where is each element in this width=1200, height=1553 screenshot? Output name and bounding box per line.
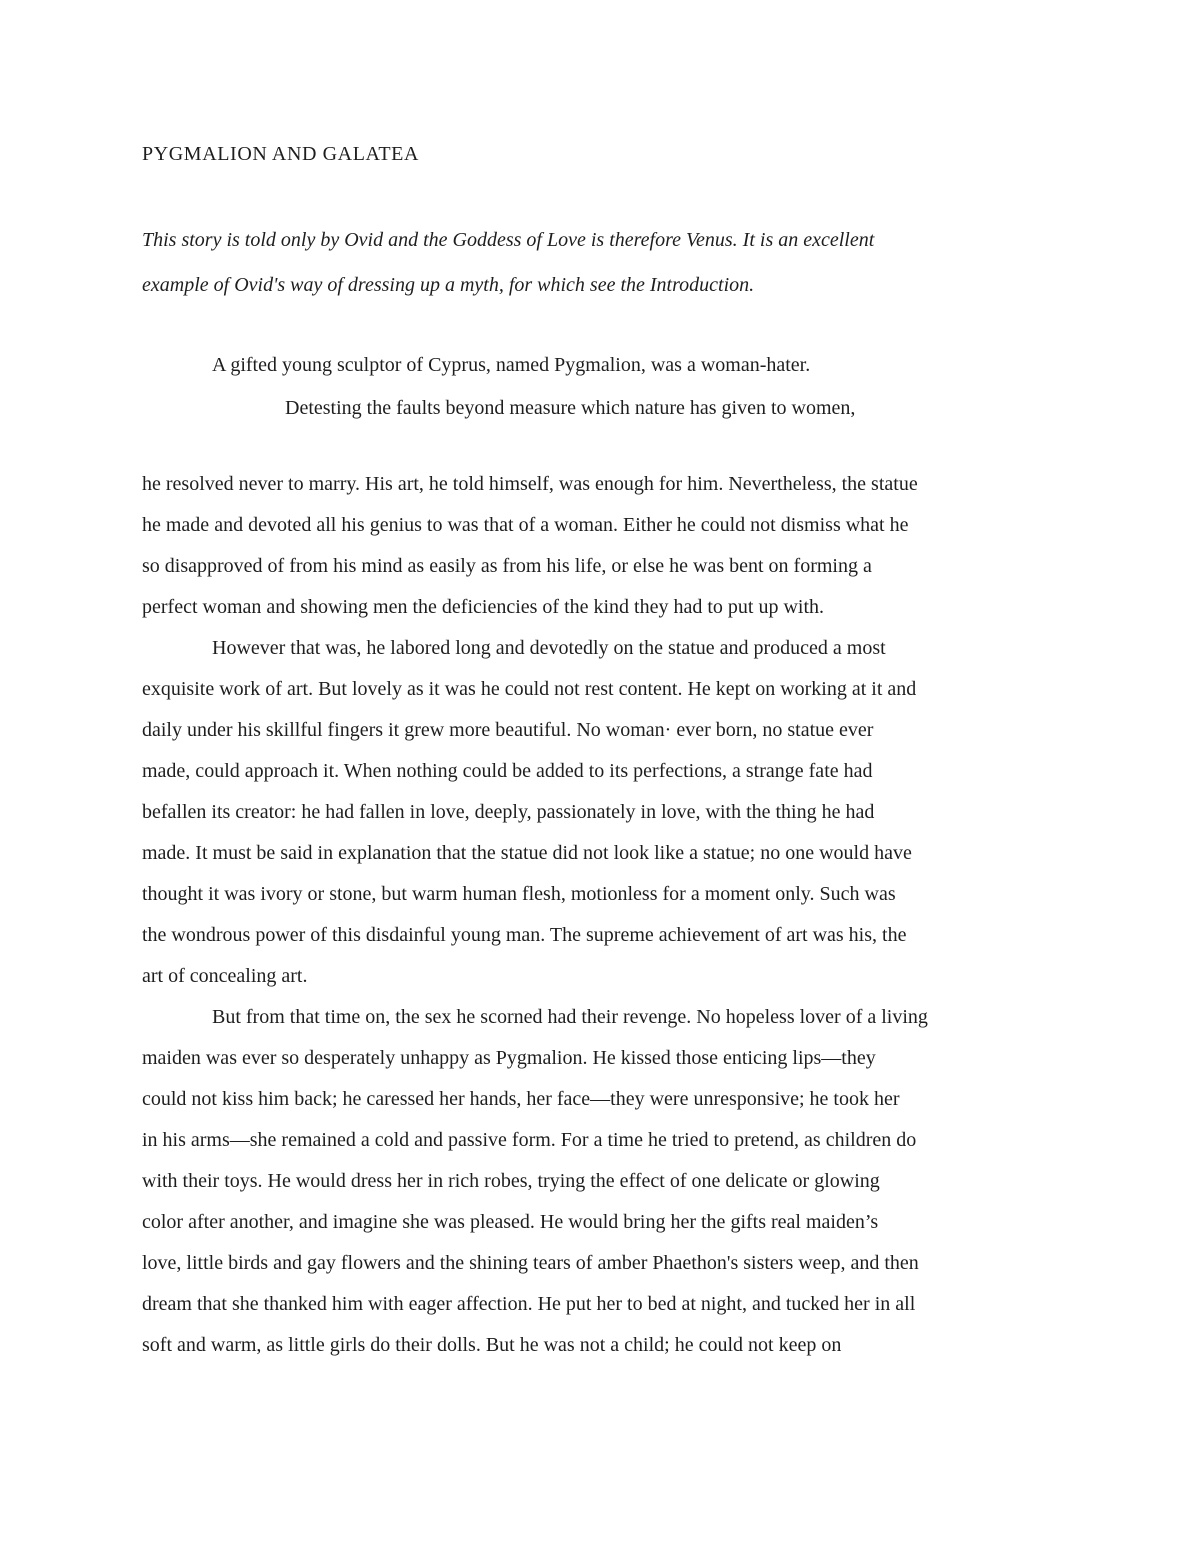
body-line: made. It must be said in explanation that the statue did not look like a statue; no one would have — [142, 842, 912, 864]
body-line: thought it was ivory or stone, but warm human flesh, motionless for a moment only. Such was — [142, 883, 896, 905]
body-line: maiden was ever so desperately unhappy as Pygmalion. He kissed those enticing lips—they — [142, 1047, 876, 1069]
intro-paragraph — [142, 218, 1058, 308]
body-line: perfect woman and showing men the deficiencies of the kind they had to put up with. — [142, 596, 825, 618]
body-line: he resolved never to marry. His art, he told himself, was enough for him. Nevertheless, the statue — [142, 473, 918, 495]
body-text — [142, 464, 1058, 1366]
body-line: art of concealing art. — [142, 965, 308, 987]
body-line: could not kiss him back; he caressed her hands, her face—they were unresponsive; he took her — [142, 1088, 900, 1110]
verse-quote — [142, 344, 1058, 430]
body-line: so disapproved of from his mind as easily as from his life, or else he was bent on forming a — [142, 555, 872, 577]
body-line: he made and devoted all his genius to was that of a woman. Either he could not dismiss what he — [142, 514, 909, 536]
intro-line: This story is told only by Ovid and the Goddess of Love is therefore Venus. It is an excellent — [142, 229, 875, 251]
body-line: color after another, and imagine she was pleased. He would bring her the gifts real maiden’s — [142, 1211, 879, 1233]
body-line: made, could approach it. When nothing could be added to its perfections, a strange fate had — [142, 760, 873, 782]
verse-line: A gifted young sculptor of Cyprus, named Pygmalion, was a woman-hater. — [212, 354, 811, 376]
intro-line: example of Ovid's way of dressing up a myth, for which see the Introduction. — [142, 274, 755, 296]
body-line: But from that time on, the sex he scorned had their revenge. No hopeless lover of a living — [212, 1006, 928, 1028]
body-line: dream that she thanked him with eager affection. He put her to bed at night, and tucked her in all — [142, 1293, 916, 1315]
document-title: PYGMALION AND GALATEA — [142, 143, 420, 165]
body-line: with their toys. He would dress her in rich robes, trying the effect of one delicate or glowing — [142, 1170, 880, 1192]
body-line: However that was, he labored long and devotedly on the statue and produced a most — [212, 637, 886, 659]
body-line: the wondrous power of this disdainful young man. The supreme achievement of art was his, the — [142, 924, 907, 946]
body-line: love, little birds and gay flowers and the shining tears of amber Phaethon's sisters weep, and then — [142, 1252, 919, 1274]
body-line: in his arms—she remained a cold and passive form. For a time he tried to pretend, as children do — [142, 1129, 917, 1151]
body-line: exquisite work of art. But lovely as it was he could not rest content. He kept on working at it and — [142, 678, 917, 700]
body-line: befallen its creator: he had fallen in love, deeply, passionately in love, with the thing he had — [142, 801, 875, 823]
body-line: soft and warm, as little girls do their dolls. But he was not a child; he could not keep on — [142, 1334, 842, 1356]
body-line: daily under his skillful fingers it grew more beautiful. No woman· ever born, no statue ever — [142, 719, 874, 741]
verse-line: Detesting the faults beyond measure which nature has given to women, — [285, 397, 856, 419]
